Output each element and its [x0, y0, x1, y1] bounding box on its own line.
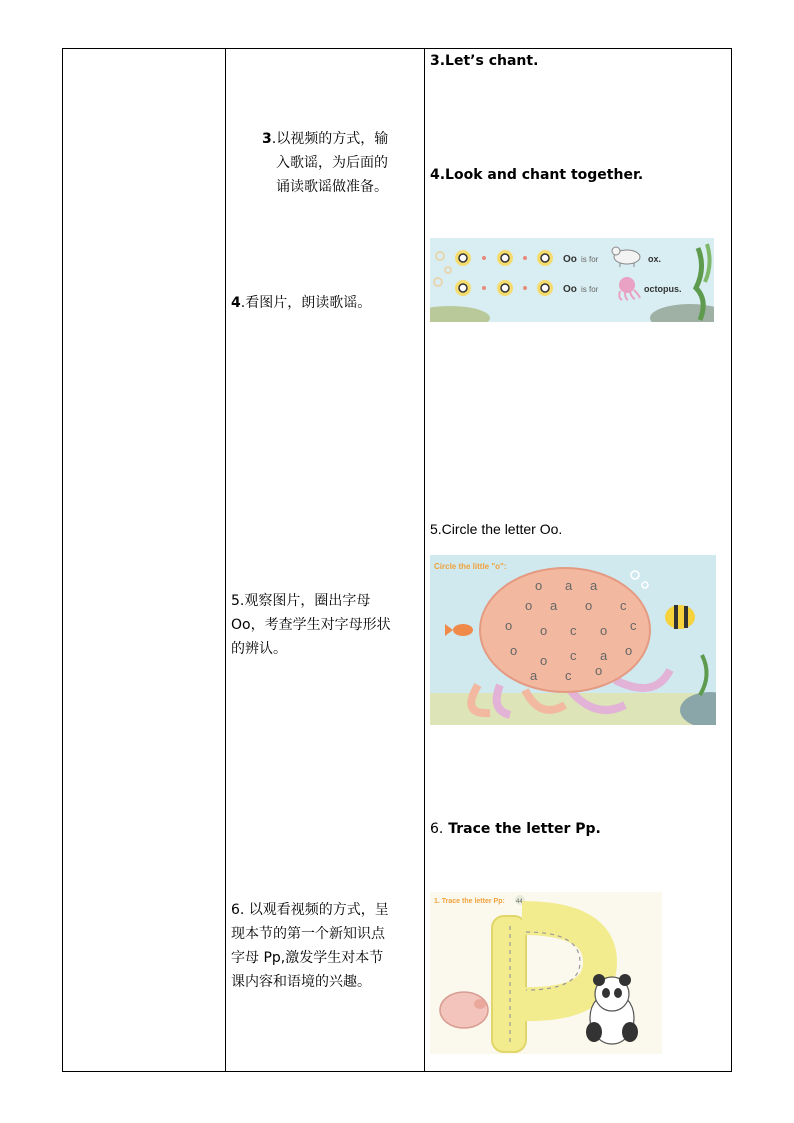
chant-line2-oo: Oo	[563, 284, 577, 295]
item6-line3: 字母 Pp,激发学生对本节	[231, 950, 384, 966]
item3-line2: 入歌谣，为后面的	[276, 155, 388, 171]
item5-line3: 的辨认。	[231, 641, 287, 657]
octopus-letter: c	[565, 668, 572, 683]
octopus-letter: o	[625, 643, 633, 658]
octopus-letter: o	[600, 623, 608, 638]
octopus-letter: o	[540, 653, 548, 668]
octopus-letter: o	[505, 618, 513, 633]
chant-line1-ox: ox.	[648, 254, 662, 264]
octopus-letter: c	[620, 598, 627, 613]
octopus-letter: a	[550, 598, 558, 613]
octopus-letter: a	[590, 578, 598, 593]
octopus-picture	[430, 555, 716, 725]
step5-heading: 5.Circle the letter Oo.	[430, 521, 563, 537]
item5-line2: Oo，考查学生对字母形状	[231, 617, 391, 633]
octopus-letter: c	[570, 623, 577, 638]
octopus-letter: a	[530, 668, 538, 683]
item6-line1: 6. 以观看视频的方式，呈	[231, 902, 389, 918]
octopus-letter: o	[535, 578, 543, 593]
column-divider-2	[424, 49, 425, 1071]
octopus-letter: c	[570, 648, 577, 663]
item6-line4: 课内容和语境的兴趣。	[231, 974, 371, 990]
step4-heading: 4.Look and chant together.	[430, 167, 644, 183]
column-divider-1	[225, 49, 226, 1071]
bee-fish-icon	[665, 605, 695, 629]
octopus-letter: o	[585, 598, 593, 613]
octopus-letter: o	[595, 663, 603, 678]
item3-line1: 3.以视频的方式，输	[262, 131, 389, 147]
chant-line2-isfor: is for	[581, 285, 599, 294]
octopus-letter: a	[565, 578, 573, 593]
item5-line1: 5.观察图片，圈出字母	[231, 593, 371, 609]
chant-picture	[430, 238, 714, 322]
octopus-letter: o	[540, 623, 548, 638]
octopus-letter: a	[600, 648, 608, 663]
pig-icon	[440, 992, 488, 1028]
chant-line1-oo: Oo	[563, 254, 577, 265]
octopus-letter: o	[510, 643, 518, 658]
trace-p-picture	[430, 892, 662, 1054]
octopus-letter: o	[525, 598, 533, 613]
chant-line2-octopus: octopus.	[644, 284, 682, 294]
circle-prompt: Circle the little "o":	[434, 562, 507, 571]
chant-line1-isfor: is for	[581, 255, 599, 264]
item4-text: 4.看图片，朗读歌谣。	[231, 295, 372, 311]
item6-line2: 现本节的第一个新知识点	[231, 926, 385, 942]
trace-prompt: 1. Trace the letter Pp:	[434, 898, 505, 905]
step6-heading: 6. Trace the letter Pp.	[430, 821, 601, 837]
item3-line3: 诵读歌谣做准备。	[276, 179, 388, 195]
octopus-letter: c	[630, 618, 637, 633]
step3-heading: 3.Let’s chant.	[430, 53, 539, 69]
trace-badge: 44	[516, 899, 523, 905]
